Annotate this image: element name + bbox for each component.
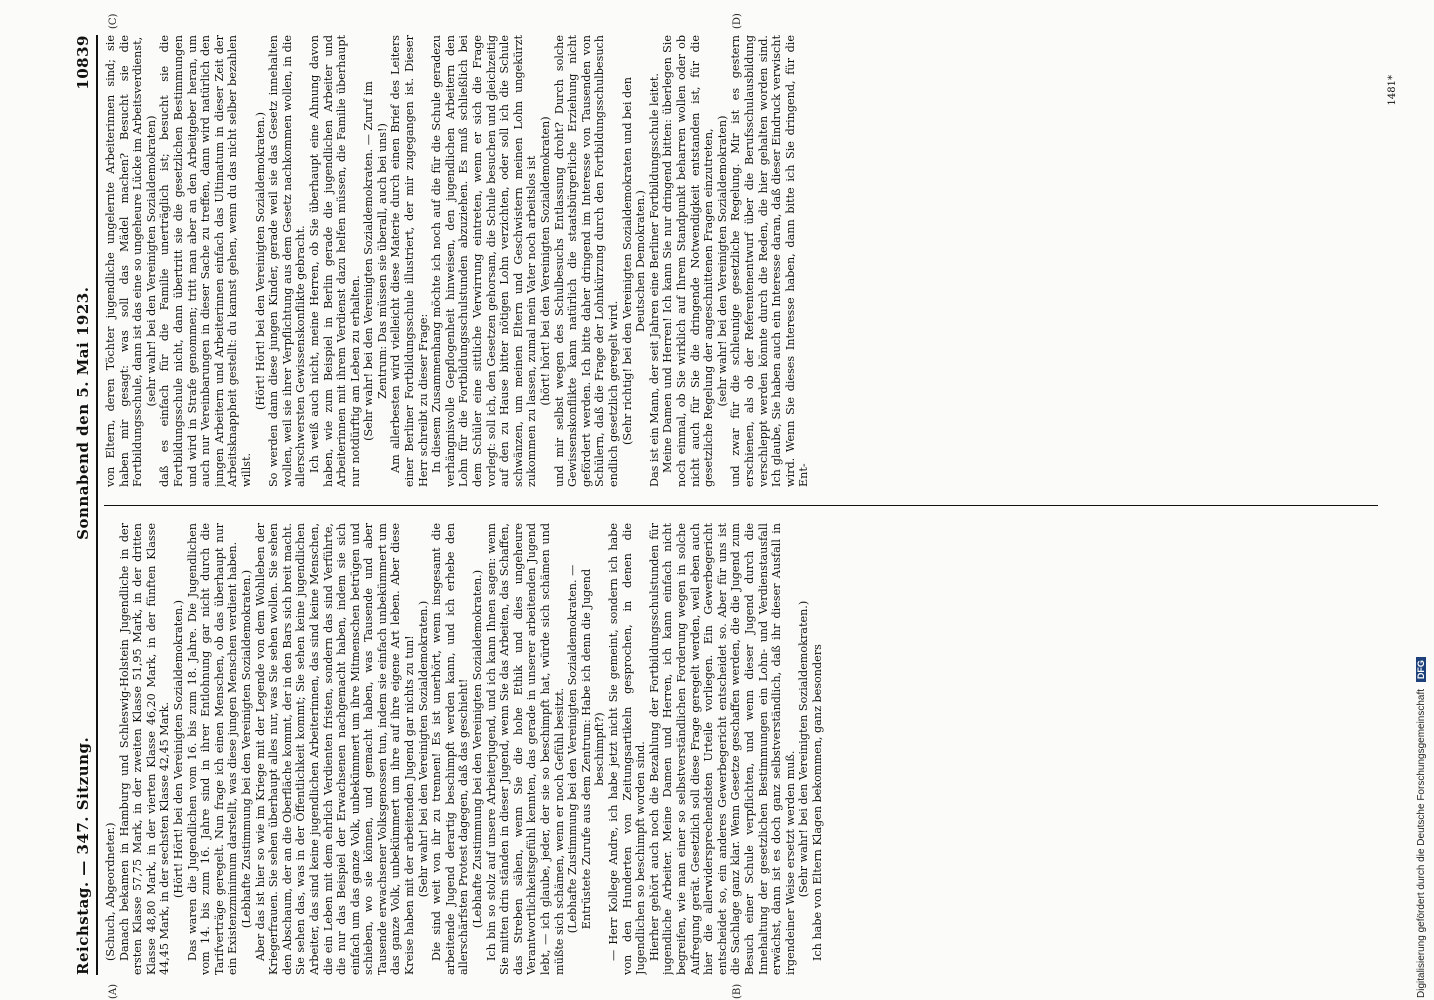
paragraph: Meine Damen und Herren! Ich kann Sie nur dringend bitten: überlegen Sie noch einmal, ob Sie wirklich auf Ihrem Standpunkt beharren wollen oder ob nicht auch für Sie die dringende Notwendigkeit entstanden ist, für die gesetzliche Regelung der angeschnittenen Fragen einzutreten, (661, 35, 716, 487)
interjection: (Hört! Hört! bei den Vereinigten Sozialdemokraten.) (171, 600, 185, 898)
footer-number: 1481* (1387, 75, 1398, 106)
paragraph: Ich bin so stolz auf unsere Arbeiterjugend, und ich kann Ihnen sagen: wenn Sie mitten drin ständen in dieser Jugend, wenn Sie das Arbeiten, das Schaffen, das Streben sähen, wenn Sie die hohe Ethik und dies ungeheure Verantwortlichkeitsgefühl kennten, das gerade in unserer arbeitenden Jugend lebt, — ich glaube, jeder, der sie so beschimpft hat, würde sich schämen und müßte sich schämen, wenn er noch Gefühl besitzt. (484, 523, 566, 975)
paragraph: Die sind weit von ihr zu trennen! Es ist unerhört, wenn insgesamt die arbeitende Jugend derartig beschimpft werden kann, und ich erhebe den allerschärfsten Protest dagegen, daß das geschieht! (430, 523, 471, 975)
rotated-page-content (72, 13, 1402, 999)
interjection: (Lebhafte Zustimmung bei den Vereinigten Sozialdemokraten.) (239, 569, 253, 929)
paragraph: von Eltern, deren Töchter jugendliche ungelernte Arbeiterinnen sind; sie haben mir gesagt: was soll das Mädel machen? Besucht sie die Fortbildungsschule, dann ist das eine so ungeheure Lücke im Arbeitsverdienst, (104, 35, 145, 487)
right-column (104, 35, 1382, 487)
paragraph: Ich habe von Eltern Klagen bekommen, ganz besonders (810, 644, 824, 961)
paragraph: Hierher gehört auch noch die Bezahlung der Fortbildungsschulstunden für jugendliche Arbeiter. Meine Damen und Herren, ich kann einfach nicht begreifen, wie man einer so selbstverständlichen Forderung wegen in solche Aufregung gerät. Gesetzlich soll diese Frage geregelt werden, weil eben auch hier die allerwidersprechendsten Urteile vorliegen. Ein Gewerbegericht entscheidet so, ein anderes Gewerbegericht entscheidet so. Aber für uns ist die Sachlage ganz klar. Wenn Gesetze geschaffen werden, die die Jugend zum Besuch einer Schule verpflichten, und wenn dieser Jugend durch die Innehaltung der gesetzlichen Bestimmungen ein Lohn- und Verdienstausfall erwächst, dann ist es doch ganz selbstverständlich, daß ihr dieser Ausfall in irgendeiner Weise ersetzt werden muß. (647, 523, 797, 975)
interjection: (Sehr wahr! bei den Vereinigten Sozialdemokraten. — Zuruf im Zentrum: Das müssen sie überall, auch bei uns!) (362, 81, 389, 441)
column-divider (104, 505, 1378, 506)
paragraph: Am allerbesten wird vielleicht diese Materie durch einen Brief des Leiters einer Berliner Fortbildungsschule illustriert, der mir zugegangen ist. Dieser Herr schreibt zu dieser Frage: (389, 35, 430, 487)
interjection: (Sehr wahr! bei den Vereinigten Sozialdemokraten.) (416, 600, 430, 898)
interjection: (Hört! Hört! bei den Vereinigten Sozialdemokraten.) (253, 112, 267, 410)
paragraph: Das ist ein Mann, der seit Jahren eine Berliner Fortbildungsschule leitet. (647, 73, 661, 487)
interjection: (Lebhafte Zustimmung bei den Vereinigten Sozialdemokraten. — Entrüstete Zurufe aus dem Zentrum: Habe ich denn die Jugend beschimpft?) (566, 564, 607, 934)
paragraph: — Herr Kollege Andre, ich habe jetzt nicht Sie gemeint, sondern ich habe von den Hunderten von Zeitungsartikeln gesprochen, in denen die Jugendlichen so beschimpft worden sind. (606, 523, 648, 975)
interjection: (sehr wahr! bei den Vereinigten Sozialdemokraten) (715, 115, 729, 407)
header-rule (96, 35, 98, 975)
paragraph: In diesem Zusammenhang möchte ich noch auf die für die Schule geradezu verhängnisvolle Gepflogenheit hinweisen, den jugendlichen Arbeitern den Lohn für die Fortbildungsschulstunden abzuziehen. Es muß schließlich bei dem Schüler eine sittliche Verwirrung eintreten, wenn er sich die Frage vorlegt: soll ich, den Gesetzen gehorsam, die Schule besuchen und gleichzeitig auf den zu Hause bitter nötigen Lohn verzichten, oder soll ich die Schule schwänzen, um meinen Eltern und Geschwistern meinen Lohn ungekürzt zukommen zu lassen, zumal mein Vater noch arbeitslos ist (430, 35, 539, 487)
paragraph: (Schuch, Abgeordneter.) (104, 822, 117, 961)
page-header (72, 35, 94, 975)
interjection: (Sehr richtig! bei den Vereinigten Sozialdemokraten und bei den Deutschen Demokraten.) (620, 77, 648, 445)
header-left: Reichstag. — 347. Sitzung. (74, 736, 92, 975)
interjection: (sehr wahr! bei den Vereinigten Sozialdemokraten) (144, 115, 158, 407)
page-number: 10839 (74, 35, 92, 90)
dfg-credit-text: Digitalisierung gefördert durch die Deutsche Forschungsgemeinschaft (1416, 688, 1427, 998)
interjection: (Lebhafte Zustimmung bei den Vereinigten Sozialdemokraten.) (471, 569, 485, 929)
paragraph: Ich weiß auch nicht, meine Herren, ob Sie überhaupt eine Ahnung davon haben, wie zum Beispiel in Berlin gerade die jugendlichen Arbeiter und Arbeiterinnen mit ihrem Verdienst dazu helfen müssen, die Familie überhaupt nur notdürftig am Leben zu erhalten. (307, 35, 362, 487)
paragraph: Danach bekamen in Hamburg und Schleswig-Holstein Jugendliche in der ersten Klasse 57,75 Mark, in der zweiten Klasse 51,95 Mark, in der dritten Klasse 48,80 Mark, in der vierten Klasse 46,20 Mark, in der fünften Klasse 44,45 Mark, in der sechsten Klasse 42,45 Mark. (117, 523, 172, 975)
interjection: (Sehr wahr! bei den Vereinigten Sozialdemokraten.) (797, 600, 811, 898)
paragraph: daß es einfach für die Familie unerträglich ist; besucht sie die Fortbildungsschule nicht, dann übertritt sie die gesetzlichen Bestimmungen und wird in Strafe genommen; tritt man aber an den Arbeitgeber heran, um auch nur Vereinbarungen in dieser Sache zu treffen, dann wird natürlich den jungen Arbeitern und Arbeiterinnen einfach das Ultimatum in dieser Zeit der Arbeitsknappheit gestellt: du kannst gehen, wenn du das nicht selber bezahlen willst. (158, 35, 253, 487)
dfg-logo-icon: DFG (1416, 657, 1426, 682)
paragraph: So werden dann diese jungen Kinder, gerade weil sie das Gesetz innehalten wollen, weil sie ihrer Verpflichtung aus dem Gesetz nachkommen wollen, in die allerschwersten Gewissenskonflikte gebracht. (267, 35, 308, 487)
paragraph: Aber das ist hier so wie im Kriege mit der Legende von dem Wohlleben der Kriegerfrauen. Sie sehen überhaupt alles nur, was Sie sehen wollen. Sie sehen den Abschaum, der an die Oberfläche kommt, der in den Bars sich breit macht. Sie sehen das, was in der Öffentlichkeit kommt; Sie sehen keine jugendlichen Arbeiter, das sind keine jugendlichen Arbeiterinnen, das sind keine Menschen, die ein Leben mit dem ehrlich Verdienten fristen, sondern das sind Verführte, die nur das Beispiel der Erwachsenen nachgemacht haben, indem sie sich einfach um das ganze Volk, unbekümmert um ihre Mitmenschen betrügen und schieben, wo sie können, und gemacht haben, was Tausende und aber Tausende erwachsener Volksgenossen tun, indem sie einfach unbekümmert um das ganze Volk, unbekümmert um ihre auf ihre eigene Art leben. Aber diese Kreise haben mit der arbeitenden Jugend gar nichts zu tun! (253, 523, 417, 975)
left-column (104, 523, 1382, 975)
paragraph: Das waren die Jugendlichen vom 16. bis zum 18. Jahre. Die Jugendlichen vom 14. bis zum 16. Jahre sind in ihrer Entlohnung gar nicht durch die Tarifverträge geregelt. Nun frage ich einen Menschen, ob das überhaupt nur ein Existenzminimum darstellt, was diese jungen Menschen verdient haben. (185, 523, 240, 975)
margin-marker-d: (D) (732, 13, 743, 29)
margin-marker-a: (A) (108, 983, 119, 999)
paragraph: und zwar für die schleunige gesetzliche Regelung. Mir ist es gestern erschienen, als ob der Referentenentwurf über die Berufsschulausbildung verschleppt werden könnte durch die Reden, die hier gehalten worden sind. Ich glaube, Sie haben auch ein Interesse daran, daß dieser Eindruck verwischt wird. Wenn Sie dieses Interesse haben, dann bitte ich Sie dringend, für die Ent- (729, 35, 811, 487)
interjection: (hört! hört! bei den Vereinigten Sozialdemokraten) (539, 116, 552, 406)
dfg-credit (1414, 8, 1432, 998)
margin-marker-b: (B) (732, 983, 743, 999)
margin-marker-c: (C) (108, 13, 119, 29)
paragraph: und mir selbst wegen des Schulbesuchs Entlassung droht? Durch solche Gewissenskonflikte kann natürlich die staatsbürgerliche Erziehung nicht gefördert werden. Ich bitte daher dringend im Interesse von Tausenden von Schülern, daß die Frage der Lohnkürzung durch den Fortbildungsschulbesuch endlich gesetzlich geregelt wird. (552, 35, 620, 487)
header-date: Sonnabend den 5. Mai 1923. (74, 286, 92, 540)
